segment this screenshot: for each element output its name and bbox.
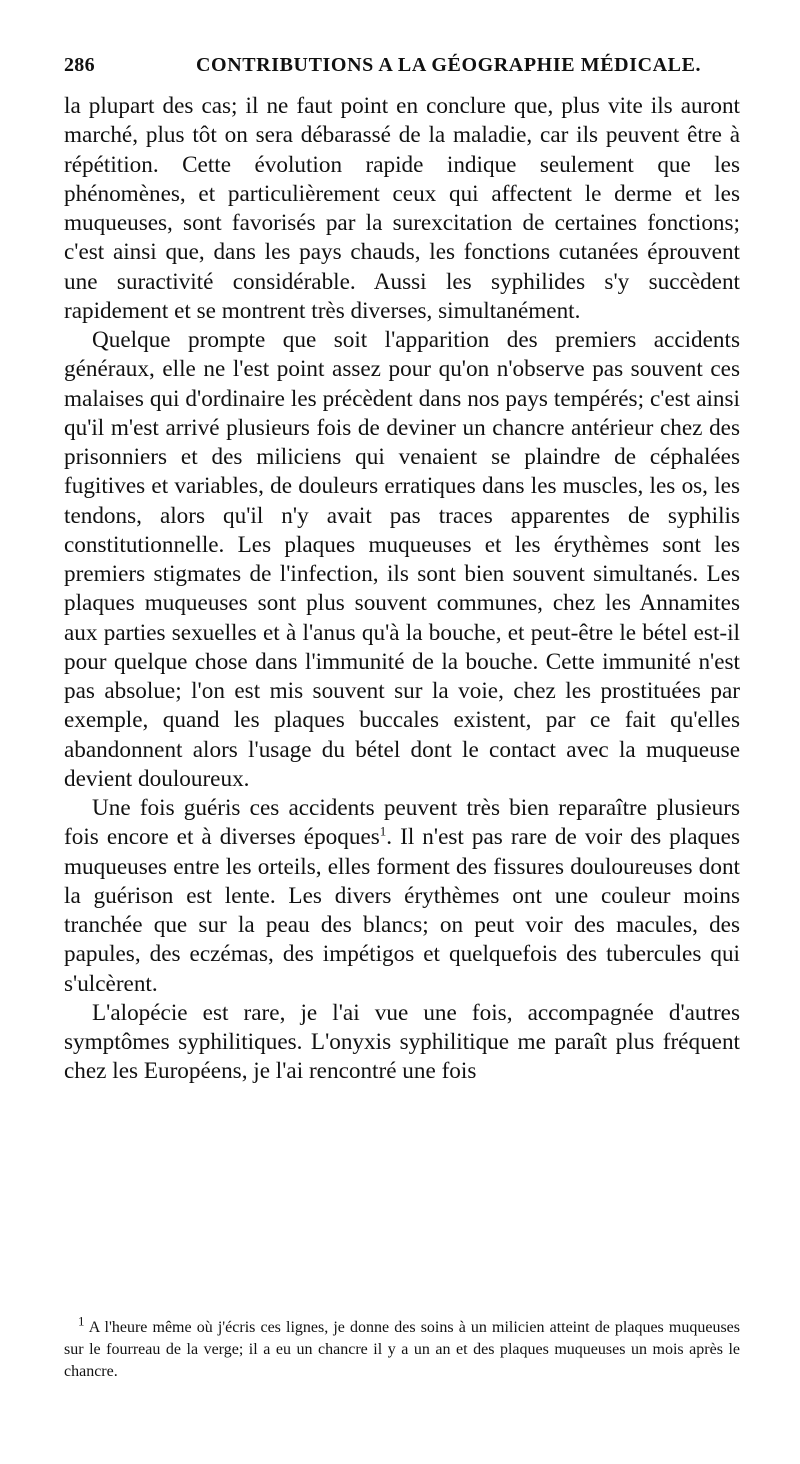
paragraph-3 (64, 794, 740, 999)
paragraph-3-text: Une fois guéris ces accidents peuvent très bien reparaître plusieurs fois encore et à diverses époques (64, 795, 740, 851)
page-header (64, 54, 740, 88)
paragraph-4: L'alopécie est rare, je l'ai vue une fois, accompagnée d'autres symptômes syphilitiques. L'onyxis syphilitique me paraît plus fréquent chez les Européens, je l'ai rencontré une fois (64, 999, 740, 1085)
page-number: 286 (64, 54, 95, 76)
footnote-reference[interactable]: 1 (379, 823, 387, 839)
footnote-mark: 1 (78, 1313, 85, 1329)
footnote-text: A l'heure même où j'écris ces lignes, je donne des soins à un milicien atteint de plaques muqueuses sur le fourreau de la verge; il a eu un chancre il y a un an et des plaques muqueuses un mois après le chancre. (64, 1319, 740, 1380)
footnote-1 (64, 1313, 740, 1383)
paragraph-2: Quelque prompte que soit l'apparition des premiers accidents généraux, elle ne l'est point assez pour qu'on n'observe pas souvent ces malaises qui d'ordinaire les précèdent dans nos pays tempérés; c'est ainsi qu'il m'est arrivé plusieurs fois de deviner un chancre antérieur chez des prisonniers et des miliciens qui venaient se plaindre de céphalées fugitives et variables, de douleurs erratiques dans les muscles, les os, les tendons, alors qu'il n'y avait pas traces apparentes de syphilis constitutionnelle. Les plaques muqueuses et les érythèmes sont les premiers stigmates de l'infection, ils sont bien souvent simultanés. Les plaques muqueuses sont plus souvent communes, chez les Annamites aux parties sexuelles et à l'anus qu'à la bouche, et peut-être le bétel est-il pour quelque chose dans l'immunité de la bouche. Cette immunité n'est pas absolue; l'on est mis souvent sur la voie, chez les prostituées par exemple, quand les plaques buccales existent, par ce fait qu'elles abandonnent alors l'usage du bétel dont le contact avec la muqueuse devient douloureux. (64, 327, 740, 792)
paragraph-1: la plupart des cas; il ne faut point en conclure que, plus vite ils auront marché, plus tôt on sera débarassé de la maladie, car ils peuvent être à répétition. Cette évolution rapide indique seulement que les phénomènes, et particulièrement ceux qui affectent le derme et les muqueuses, sont favorisés par la surexcitation de certaines fonctions; c'est ainsi que, dans les pays chauds, les fonctions cutanées éprouvent une suractivité considérable. Aussi les syphilides s'y succèdent rapidement et se montrent très diverses, simultanément. (64, 93, 740, 324)
running-title: CONTRIBUTIONS A LA GÉOGRAPHIE MÉDICALE. (196, 54, 702, 76)
footnotes (64, 1313, 740, 1383)
paragraph-3-continuation: . Il n'est pas rare de voir des plaques muqueuses entre les orteils, elles forment des fissures douloureuses dont la guérison est lente. Les divers érythèmes ont une couleur moins tranchée que sur la peau des blancs; on peut voir des macules, des papules, des eczémas, des impétigos et quelquefois des tubercules qui s'ulcèrent. (64, 824, 740, 997)
body-text (64, 92, 740, 1087)
